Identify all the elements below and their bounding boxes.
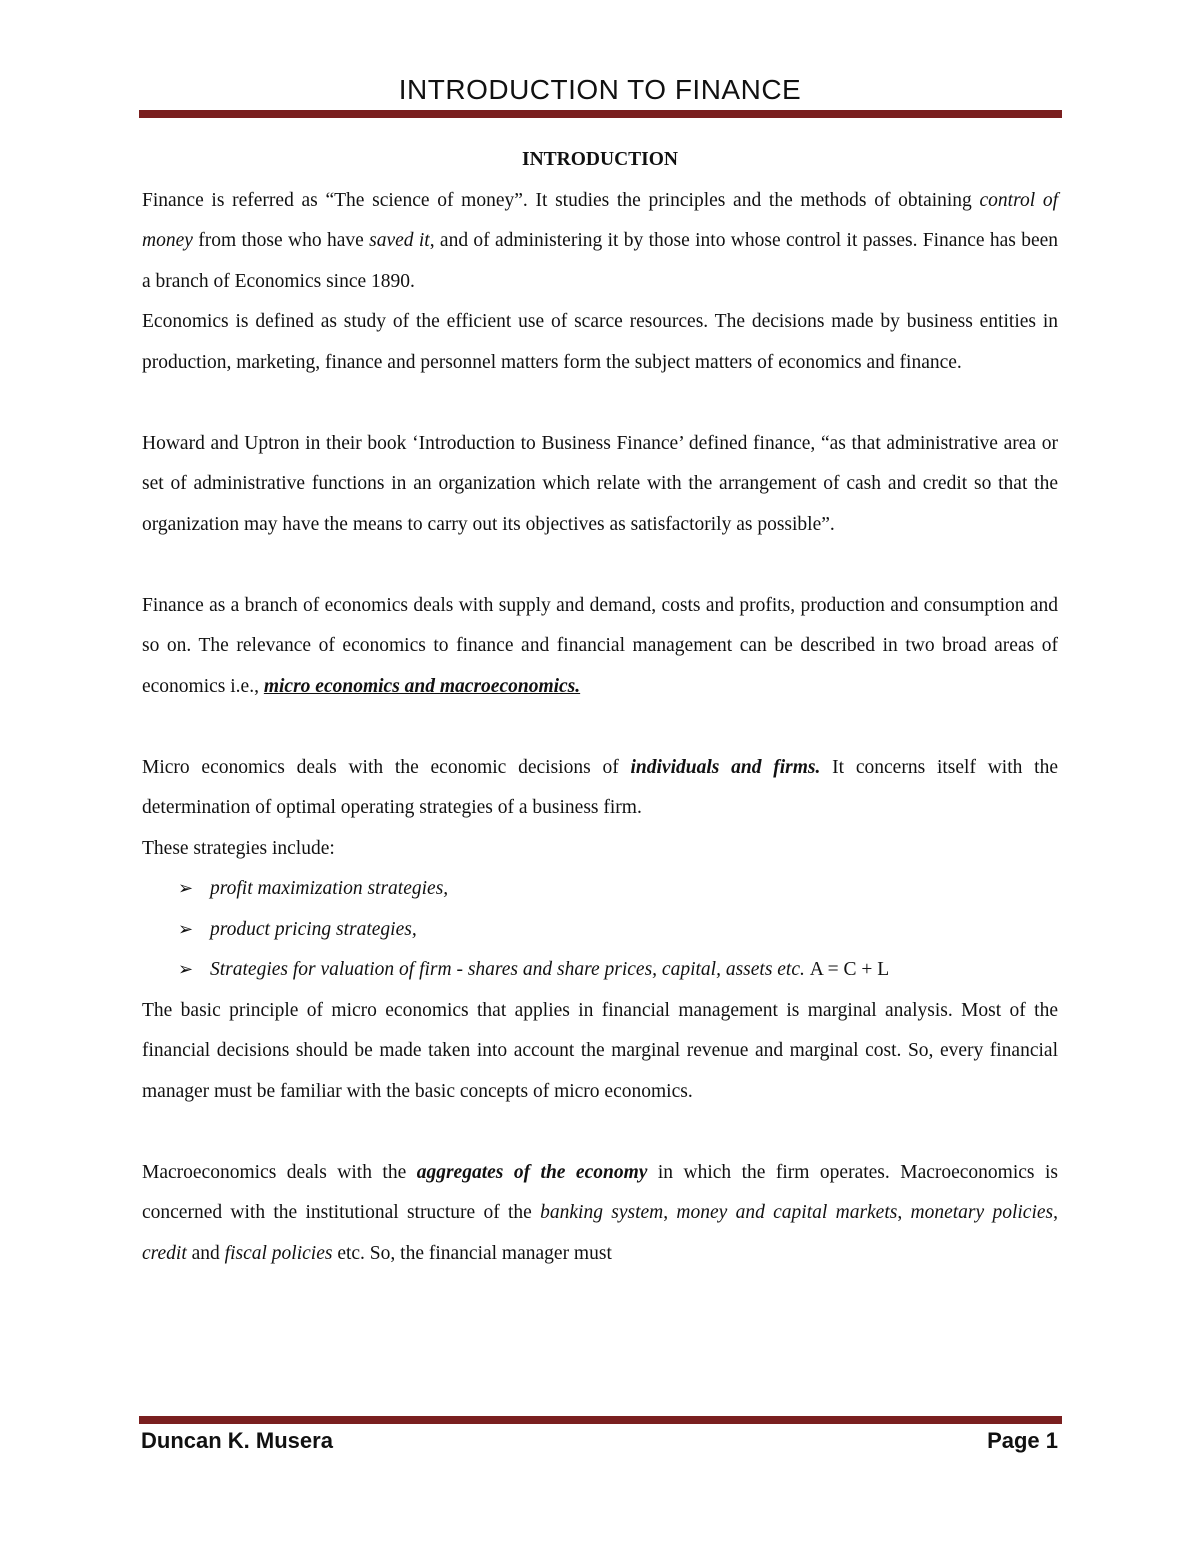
strategy-list [142,869,1058,991]
page-header-title: INTRODUCTION TO FINANCE [398,74,802,105]
paragraph-economics: Economics is defined as study of the efficient use of scarce resources. The decisions made by business entities in production, marketing, finance and personnel matters form the subject matters of economics and finance. [142,311,1058,373]
list-item: ➢ profit maximization strategies, [142,869,1058,910]
p1-text-a: Finance is referred as “The science of money”. It studies the principles and the methods of obtaining [142,189,980,211]
footer-rule [139,1416,1062,1424]
list-item: ➢ Strategies for valuation of firm - shares and share prices, capital, assets etc. A = C + L [142,950,1058,991]
p5-text-a: Micro economics deals with the economic decisions of [142,756,631,778]
footer-page-number: Page 1 [987,1428,1058,1453]
paragraph-strategies-intro: These strategies include: [142,837,335,859]
p1-text-e: , and of administering it by those into whose control it passes. Finance has been a branch of Economics since 1890. [142,230,1059,292]
p1-text-c: from those who have [192,230,370,251]
list-item: ➢ product pricing strategies, [142,910,1058,951]
paragraph-howard-uptron: Howard and Uptron in their book ‘Introduction to Business Finance’ defined finance, “as that administrative area or set of administrative functions in an organization which relate with the arrangement of cash and credit so that the organization may have the means to carry out its objectives as satisfactorily as possible”. [142,432,1058,535]
paragraph-branch-of-economics [142,586,1058,708]
arrow-bullet-icon: ➢ [178,959,194,980]
document-body [142,140,1058,1274]
p1-emph-control-of-money: control of money [142,189,1058,251]
paragraph-marginal-analysis: The basic principle of micro economics that applies in financial management is marginal analysis. Most of the financial decisions should be made taken into account the marginal revenue and marginal cost. So, every financial manager must be familiar with the basic concepts of micro economics. [142,999,1058,1102]
arrow-bullet-icon: ➢ [178,918,194,940]
p5-text-c: It concerns itself with the determination of optimal operating strategies of a business firm. [142,756,1058,818]
p4-text-a: Finance as a branch of economics deals with supply and demand, costs and profits, production and consumption and so on. The relevance of economics to finance and financial management can be described in two broad areas of economics i.e., [142,594,1058,697]
p8-emph-aggregates: aggregates of the economy [416,1161,648,1183]
equation: A = C + L [809,959,890,980]
paragraph-macroeconomics: Macroeconomics deals with the aggregates of the economy in which the firm operates. Macroeconomics is concerned with the institutional structure of the banking system, money and capital markets, monetary policies, credit and fiscal policies etc. So, the financial manager must [142,1161,1059,1264]
paragraph-definition [142,181,1058,303]
p4-emph-micro-macro: micro economics and macroeconomics. [263,675,581,697]
p5-emph-individuals-firms: individuals and firms. [630,756,821,778]
p1-emph-saved-it: saved it [369,230,430,251]
arrow-bullet-icon: ➢ [178,878,194,899]
header-rule [139,110,1062,118]
section-heading: INTRODUCTION [521,149,679,170]
paragraph-micro-economics [142,748,1058,829]
footer-author: Duncan K. Musera [141,1428,333,1453]
